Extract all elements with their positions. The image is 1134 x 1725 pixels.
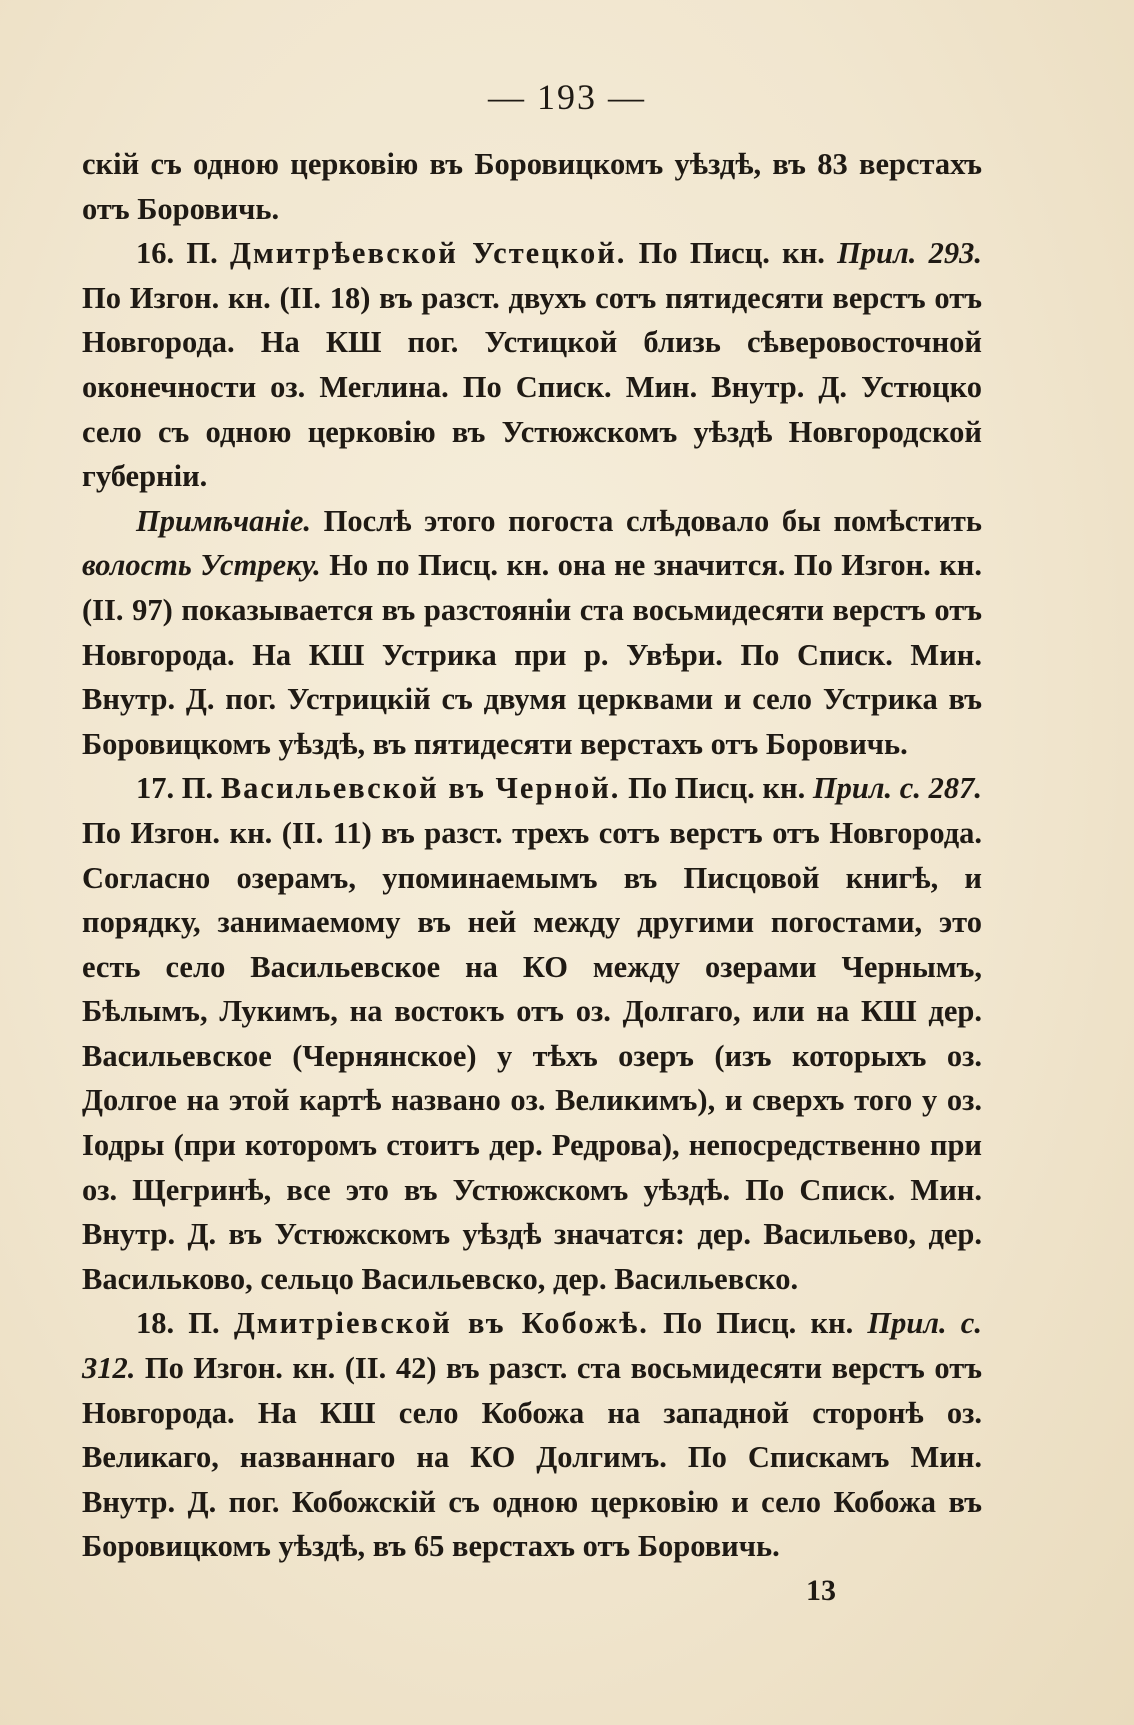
paragraph	[82, 1301, 982, 1569]
text-run: 16. П.	[136, 236, 230, 271]
text-run: По Изгон. кн. (II. 18) въ разст. двухъ сотъ пятидесяти верстъ отъ Новгорода. На КШ пог. Устицкой близь сѣверовосточной оконечности оз. Меглина. По Списк. Мин. Внутр. Д. Устюцко село съ одною церковію въ Устюжскомъ уѣздѣ Новгородской губерніи.	[82, 280, 982, 494]
paragraph	[82, 766, 982, 1301]
spaced-heading: Дмитріевской въ Кобожѣ.	[233, 1306, 649, 1341]
spaced-heading: Васильевской въ Черной.	[220, 771, 621, 806]
page-number: — 193 —	[488, 77, 646, 117]
text-run: По Писц. кн.	[626, 236, 838, 271]
spaced-heading: Дмитрѣевской Устецкой.	[229, 236, 627, 271]
text-run: скій съ одною церковію въ Боровицкомъ уѣздѣ, въ 83 верстахъ отъ Боровичь.	[82, 147, 982, 226]
printer-signature-mark: 13	[806, 1574, 836, 1607]
italic-reference: Прил. с. 312.	[82, 1306, 982, 1386]
paragraph	[82, 231, 982, 499]
italic-reference: волость Устреку.	[82, 548, 321, 583]
italic-reference: Прил. 293.	[837, 236, 983, 271]
paragraph	[82, 142, 982, 231]
paragraph	[82, 499, 982, 767]
italic-reference: Прил. с. 287.	[812, 771, 982, 806]
text-run: По Писц. кн.	[648, 1306, 868, 1341]
text-run: 17. П.	[136, 771, 221, 806]
text-run: Послѣ этого погоста слѣдовало бы помѣстить	[311, 503, 982, 538]
text-run: Но по Писц. кн. она не значится. По Изгон. кн. (II. 97) показывается въ разстояніи ста восьмидесяти верстъ отъ Новгорода. На КШ Устрика при р. Увѣри. По Списк. Мин. Внутр. Д. пог. Устрицкій съ двумя церквами и село Устрика въ Боровицкомъ уѣздѣ, въ пятидесяти верстахъ отъ Боровичь.	[82, 548, 983, 761]
text-run: По Изгон. кн. (II. 11) въ разст. трехъ сотъ верстъ отъ Новгорода. Согласно озерамъ, упоминаемымъ въ Писцовой книгѣ, и порядку, занимаемому въ ней между другими погостами, это есть село Васильевское на КО между озерами Чернымъ, Бѣлымъ, Лукимъ, на востокъ отъ оз. Долгаго, или на КШ дер. Васильевское (Чернянское) у тѣхъ озеръ (изъ которыхъ оз. Долгое на этой картѣ названо оз. Великимъ), и сверхъ того у оз. Іодры (при которомъ стоитъ дер. Редрова), непосредственно при оз. Щегринѣ, все это въ Устюжскомъ уѣздѣ. По Списк. Мин. Внутр. Д. въ Устюжскомъ уѣздѣ значатся: дер. Васильево, дер. Васильково, сельцо Васильевско, дер. Васильевско.	[82, 815, 982, 1296]
text-run: По Изгон. кн. (II. 42) въ разст. ста восьмидесяти верстъ отъ Новгорода. На КШ село Кобожа на западной сторонѣ оз. Великаго, названнаго на КО Долгимъ. По Спискамъ Мин. Внутр. Д. пог. Кобожскій съ одною церковію и село Кобожа въ Боровицкомъ уѣздѣ, въ 65 верстахъ отъ Боровичь.	[82, 1351, 982, 1564]
text-run: По Писц. кн.	[620, 771, 813, 806]
italic-reference: Примѣчаніе.	[136, 503, 312, 538]
text-run: 18. П.	[136, 1306, 234, 1341]
page-body-text	[82, 142, 982, 1569]
